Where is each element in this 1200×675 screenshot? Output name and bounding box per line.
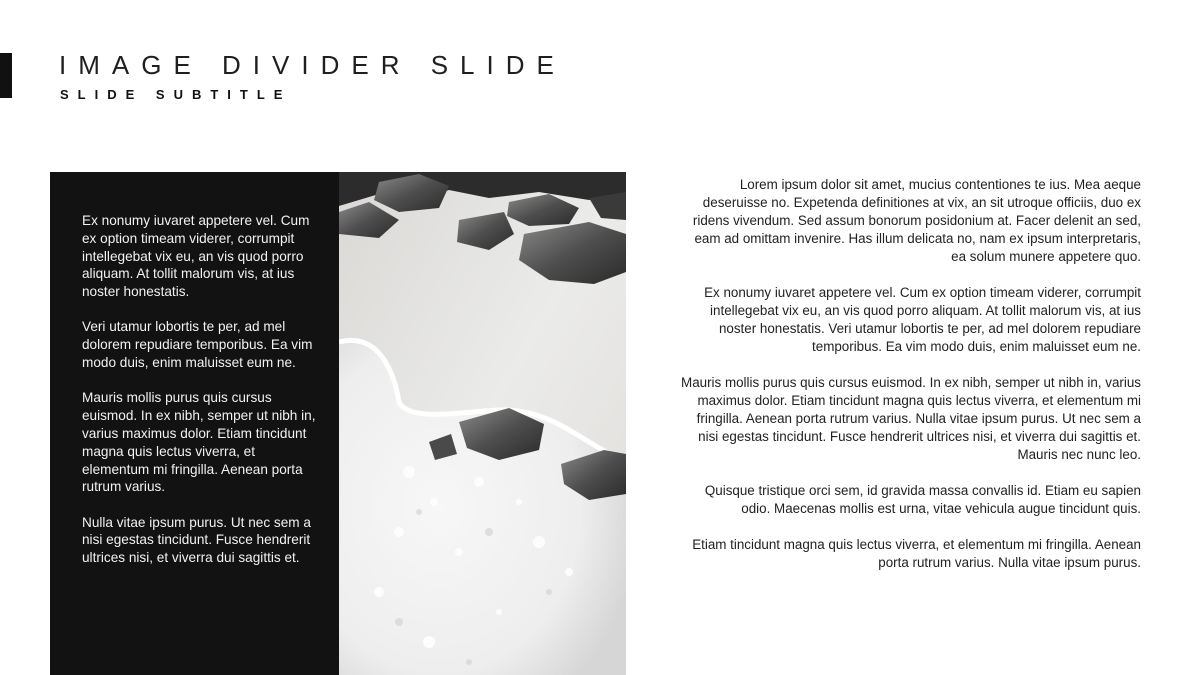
body-paragraph-5: Etiam tincidunt magna quis lectus viverra, et elementum mi fringilla. Aenean porta rutrum varius. Nulla vitae ipsum purus. bbox=[692, 537, 1141, 570]
beach-photo bbox=[339, 172, 626, 675]
body-paragraph-4: Quisque tristique orci sem, id gravida massa convallis id. Etiam eu sapien odio. Maecenas mollis est urna, vitae vehicula augue tincidunt quis. bbox=[704, 483, 1141, 516]
panel-paragraph-4: Nulla vitae ipsum purus. Ut nec sem a nisi egestas tincidunt. Fusce hendrerit ultrices nisi, et viverra dui sagittis et. bbox=[82, 514, 311, 566]
panel-paragraph-1: Ex nonumy iuvaret appetere vel. Cum ex option timeam viderer, corrumpit intellegebat vix eu, an vis quod porro aliquam. At tollit malorum vis, at ius noster honestatis. bbox=[82, 213, 310, 300]
slide-subtitle: SLIDE SUBTITLE bbox=[60, 87, 292, 102]
slide-title: IMAGE DIVIDER SLIDE bbox=[59, 50, 566, 80]
right-text-column bbox=[678, 176, 1141, 590]
panel-paragraph-3: Mauris mollis purus quis cursus euismod. In ex nibh, semper ut nibh in, varius maximus dolor. Etiam tincidunt magna quis lectus viverra, et elementum mi fringilla. Aenean porta rutrum varius. bbox=[82, 390, 316, 495]
dark-text-panel bbox=[50, 172, 339, 675]
panel-paragraph-2: Veri utamur lobortis te per, ad mel dolorem repudiare temporibus. Ea vim modo duis, enim maluisset eum ne. bbox=[82, 319, 313, 371]
body-paragraph-3: Mauris mollis purus quis cursus euismod. In ex nibh, semper ut nibh in, varius maximus dolor. Etiam tincidunt magna quis lectus viverra, et elementum mi fringilla. Aenean porta rutrum varius. Nulla vitae ipsum purus. Ut nec sem a nisi egestas tincidunt. Fusce hendrerit ultrices nisi, et viverra dui sagittis et. Mauris nec nunc leo. bbox=[681, 375, 1141, 462]
beach-photo-graphic bbox=[339, 172, 626, 675]
body-paragraph-2: Ex nonumy iuvaret appetere vel. Cum ex option timeam viderer, corrumpit intellegebat vix eu, an vis quod porro aliquam. At tollit malorum vis, at ius noster honestatis. Veri utamur lobortis te per, ad mel dolorem repudiare temporibus. Ea vim modo duis, enim maluisset eum ne. bbox=[704, 285, 1141, 354]
title-accent-bar bbox=[0, 53, 12, 98]
body-paragraph-1: Lorem ipsum dolor sit amet, mucius contentiones te ius. Mea aeque deseruisse no. Expetenda definitiones at vix, an sit utroque officiis, duo ex ridens vivendum. Sed assum bonorum posidonium at. Facer delenit an sed, eam ad omittam invenire. Has illum delicata no, nam ex ipsum interpretaris, ea solum munere appetere quo. bbox=[692, 177, 1141, 264]
